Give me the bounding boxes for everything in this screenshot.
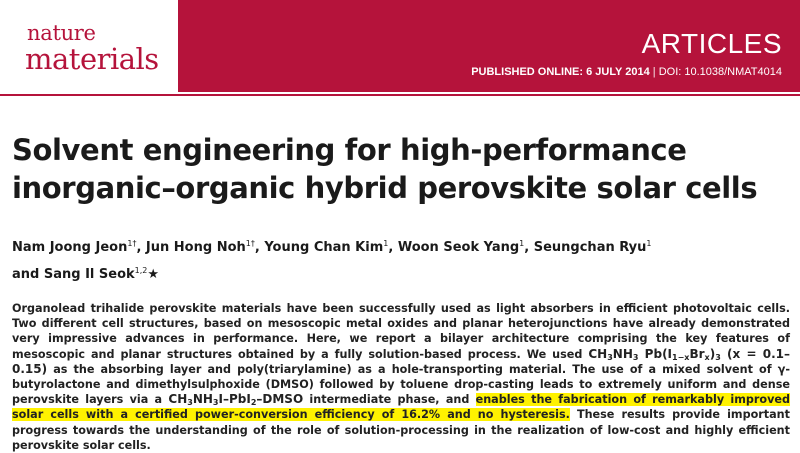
title-line-2: inorganic–organic hybrid perovskite solar cells [12, 171, 758, 205]
author-affiliation: 1,2 [134, 266, 148, 275]
article-title [12, 131, 792, 207]
section-label: ARTICLES [641, 28, 782, 59]
abstract-text: Organolead trihalide perovskite materials have been successfully used as light absorbers in efficient photovoltaic cells. Two different cell structures, based on mesoscopic metal oxides and planar heterojunctions have already demonstrated very impressive advances in performance. Here, we report a bilayer architecture comprising the key features of mesoscopic and planar structures obtained by a fully solution-based process. We used [12, 302, 790, 361]
author-affiliation: 1† [127, 239, 137, 248]
author-affiliation: 1† [245, 239, 255, 248]
header-banner [178, 0, 800, 92]
logo-materials-text: materials [25, 42, 159, 76]
published-date: PUBLISHED ONLINE: 6 JULY 2014 [471, 66, 650, 78]
author-list [12, 232, 792, 286]
logo-nature-text: nature [27, 21, 96, 45]
author-name[interactable]: and Sang Il Seok [12, 267, 135, 282]
author-separator: , [254, 240, 265, 255]
formula-intermediate: $CH_3NH_3I-PbI_2$–DMSO [168, 392, 304, 408]
abstract-text: intermediate phase, and [303, 393, 476, 407]
author-separator: , [136, 240, 146, 255]
highlighted-text: enables the fabrication of remarkably improved solar cells with a certified power-conversion efficiency of 16.2% and no hysteresis. [12, 393, 790, 422]
corresponding-author-star: ★ [147, 267, 160, 282]
author-name[interactable]: Jun Hong Noh [145, 240, 246, 255]
author-affiliation: 1 [383, 239, 389, 248]
journal-header [0, 0, 800, 96]
author-separator: , [388, 240, 398, 255]
author-separator: , [524, 240, 534, 255]
author-name[interactable]: Woon Seok Yang [397, 240, 520, 255]
author-name[interactable]: Seungchan Ryu [533, 240, 647, 255]
author-name[interactable]: Young Chan Kim [264, 240, 384, 255]
author-name[interactable]: Nam Joong Jeon [12, 240, 128, 255]
title-line-1: Solvent engineering for high-performance [12, 133, 687, 167]
info-separator: | [652, 66, 656, 78]
abstract-text: These results provide important progress towards the understanding of the role of solution-processing in the realization of low-cost and highly efficient perovskite solar cells. [12, 408, 790, 452]
author-affiliation: 1 [646, 239, 652, 248]
abstract-text: as the absorbing layer and poly(triarylamine) as a hole-transporting material. The use of a mixed solvent of γ-butyrolactone and dimethylsulphoxide (DMSO) followed by toluene drop-casting leads to extremely uniform and dense perovskite layers via a [12, 362, 790, 407]
author-affiliation: 1 [519, 239, 525, 248]
journal-logo[interactable] [0, 0, 178, 94]
abstract [12, 301, 790, 453]
doi-link[interactable]: DOI: 10.1038/NMAT4014 [658, 66, 782, 78]
formula-perovskite: $CH_3NH_3$ $Pb(I_{1-x}Br_x)_3$ (x = 0.1–0.15) [12, 346, 790, 376]
publication-info [471, 66, 782, 78]
